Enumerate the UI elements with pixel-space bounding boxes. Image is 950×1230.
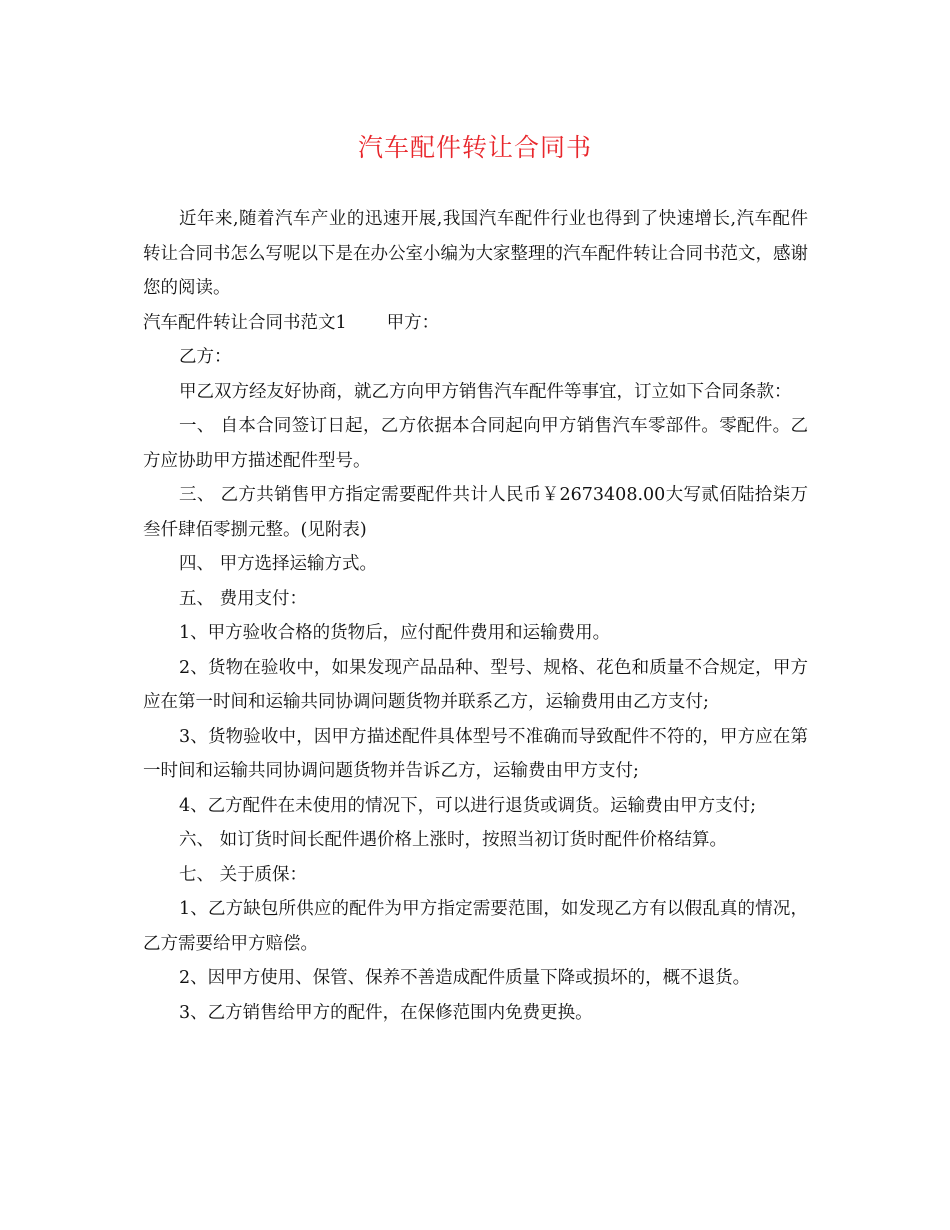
clause-paragraph: 2、因甲方使用、保管、保养不善造成配件质量下降或损坏的，概不退货。 bbox=[179, 968, 751, 988]
intro-paragraph: 近年来,随着汽车产业的迅速开展,我国汽车配件行业也得到了快速增长,汽车配件转让合同书怎么写呢以下是在办公室小编为大家整理的汽车配件转让合同书范文，感谢您的阅读。 bbox=[143, 209, 808, 298]
clause-paragraph: 一、 自本合同签订日起，乙方依据本合同起向甲方销售汽车零部件。零配件。乙方应协助甲方描述配件型号。 bbox=[143, 416, 808, 471]
party-b-label: 乙方： bbox=[179, 347, 232, 367]
sample-heading-line bbox=[143, 306, 808, 341]
document-title: 汽车配件转让合同书 bbox=[357, 133, 592, 162]
preamble-paragraph: 甲乙双方经友好协商，就乙方向甲方销售汽车配件等事宜，订立如下合同条款： bbox=[179, 381, 792, 402]
document-body bbox=[143, 202, 808, 1030]
clause-paragraph: 4、乙方配件在未使用的情况下，可以进行退货或调货。运输费由甲方支付; bbox=[179, 795, 757, 816]
clause-paragraph: 七、 关于质保： bbox=[179, 864, 308, 885]
clause-paragraph: 2、货物在验收中，如果发现产品品种、型号、规格、花色和质量不合规定，甲方应在第一时间和运输共同协调问题货物并联系乙方，运输费用由乙方支付; bbox=[143, 657, 808, 712]
party-a-label: 甲方： bbox=[386, 312, 440, 333]
clause-paragraph: 五、 费用支付： bbox=[179, 588, 308, 609]
clause-paragraph: 1、甲方验收合格的货物后，应付配件费用和运输费用。 bbox=[179, 623, 611, 643]
clause-paragraph: 四、 甲方选择运输方式。 bbox=[179, 554, 378, 574]
clause-paragraph: 三、 乙方共销售甲方指定需要配件共计人民币￥2673408.00大写贰佰陆拾柒万叁仟肆佰零捌元整。(见附表) bbox=[143, 485, 808, 540]
clause-paragraph: 3、乙方销售给甲方的配件，在保修范围内免费更换。 bbox=[179, 1002, 593, 1023]
clause-paragraph: 六、 如订货时间长配件遇价格上涨时，按照当初订货时配件价格结算。 bbox=[179, 830, 728, 850]
clause-paragraph: 3、货物验收中，因甲方描述配件具体型号不准确而导致配件不符的，甲方应在第一时间和运输共同协调问题货物并告诉乙方，运输费由甲方支付; bbox=[143, 726, 808, 781]
clause-paragraph: 1、乙方缺包所供应的配件为甲方指定需要范围，如发现乙方有以假乱真的情况，乙方需要给甲方赔偿。 bbox=[143, 899, 808, 954]
sample-heading: 汽车配件转让合同书范文1 bbox=[143, 312, 347, 333]
